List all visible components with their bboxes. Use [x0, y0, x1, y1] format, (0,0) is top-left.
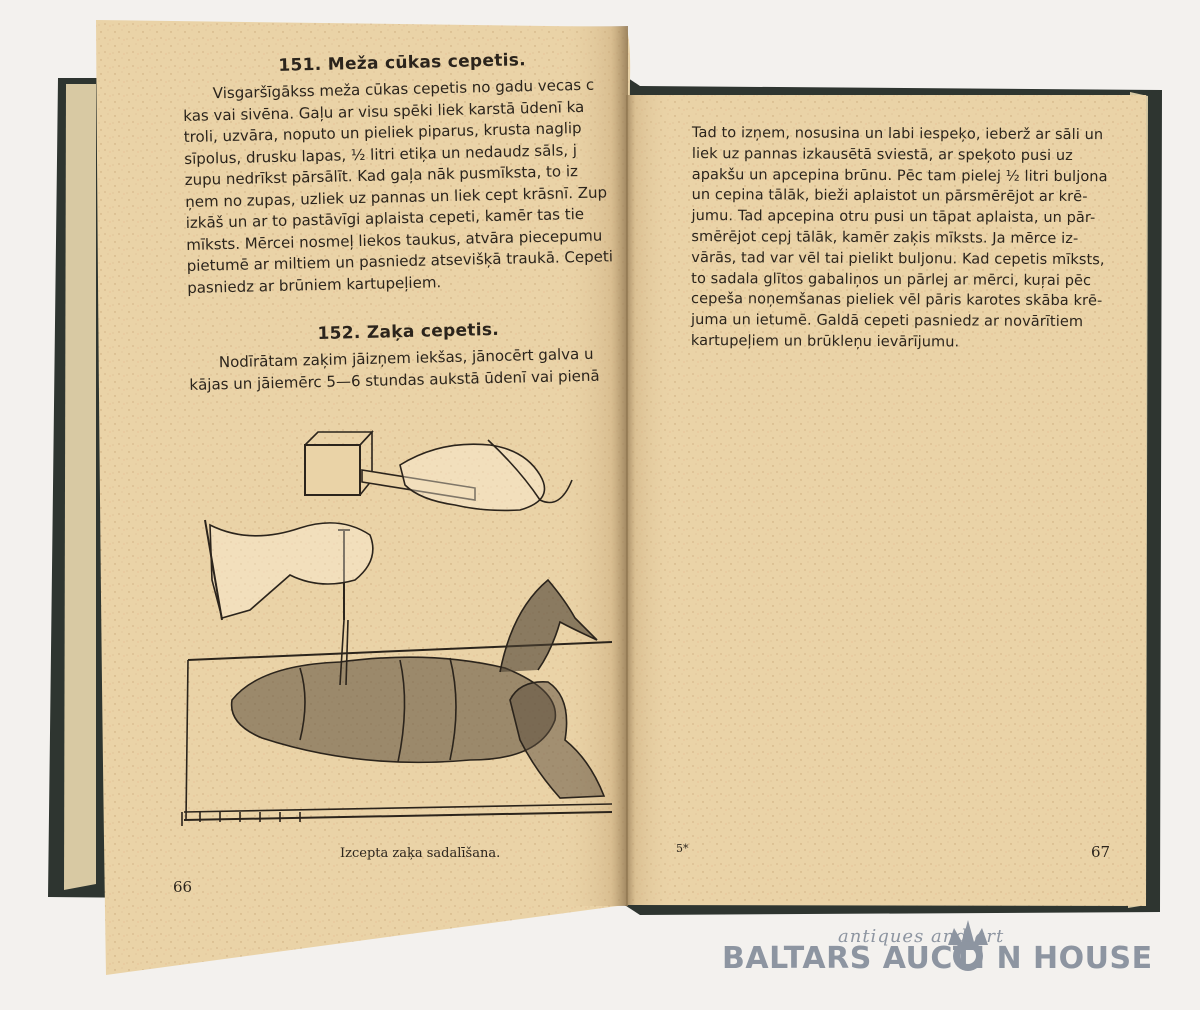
recipe-heading-152: 152. Zaķa cepetis.	[317, 319, 500, 344]
page-number-left: 66	[173, 878, 193, 896]
right-page-text	[691, 123, 1132, 354]
left-page-text	[182, 48, 630, 396]
illustration-caption: Izcepta zaķa sadalīšana.	[340, 846, 501, 861]
page-edges-left	[64, 84, 96, 890]
page-number-right: 67	[1091, 843, 1111, 861]
recipe-text-151: Visgaršīgākss meža cūkas cepetis no gadu vecas c kas vai sivēna. Gaļu ar visu spēki liek karstā ūdenī ka troli, uzvāra, noputo un pieliek piparus, krusta naglip sīpolus, drusku lapas, ½ litri etiķa un nedaudz sāls, j zupu nedrīkst pārsālīt. Kad gaļa nāk pusmīksta, to iz ņem no zupas, uzliek uz pannas un liek cept krāsnī. Zup izkāš un ar to pastāvīgi aplaista cepeti, kamēr tas tie mīksts. Mērcei nosmeļ liekos taukus, atvāra piecepumu pietumē ar miltiem un pasniedz atsevišķā traukā. Cepeti pasniedz ar brūniem kartupeļiem.	[183, 75, 614, 297]
gutter-shadow-right	[626, 95, 674, 905]
recipe-text-152-continued: Tad to izņem, nosusina un labi iespeķo, ieberž ar sāli un liek uz pannas izkausētā sviestā, ar speķoto pusi uz apakšu un apcepina brūnu. Pēc tam pielej ½ litri buljona un cepina tālāk, bieži aplaistot un pārsmērējot ar krē- jumu. Tad apcepina otru pusi un tāpat aplaista, un pār- smērējot cepj tālāk, kamēr zaķis mīksts. Ja mērce iz- vārās, tad var vēl tai pielikt buljonu. Kad cepetis mīksts, to sadala glītos gabaliņos un pārlej ar mērci, kuŗai pēc cepeša noņemšanas pieliek vēl pāris karotes skāba krē- juma un ietumē. Galdā cepeti pasniedz ar novārītiem kartupeļiem un brūkleņu ievārījumu.	[690, 124, 1108, 351]
recipe-text-152: Nodīrātam zaķim jāizņem iekšas, jānocērt galva u kājas un jāiemērc 5—6 stundas aukstā ūdenī vai pienā	[189, 344, 600, 394]
watermark-name: BALTARS AUCTI N HOUSE	[722, 941, 1153, 976]
signature-mark: 5*	[676, 842, 689, 855]
watermark-tagline: antiques and art	[838, 926, 1005, 947]
recipe-heading-151: 151. Meža cūkas cepetis.	[278, 50, 527, 76]
